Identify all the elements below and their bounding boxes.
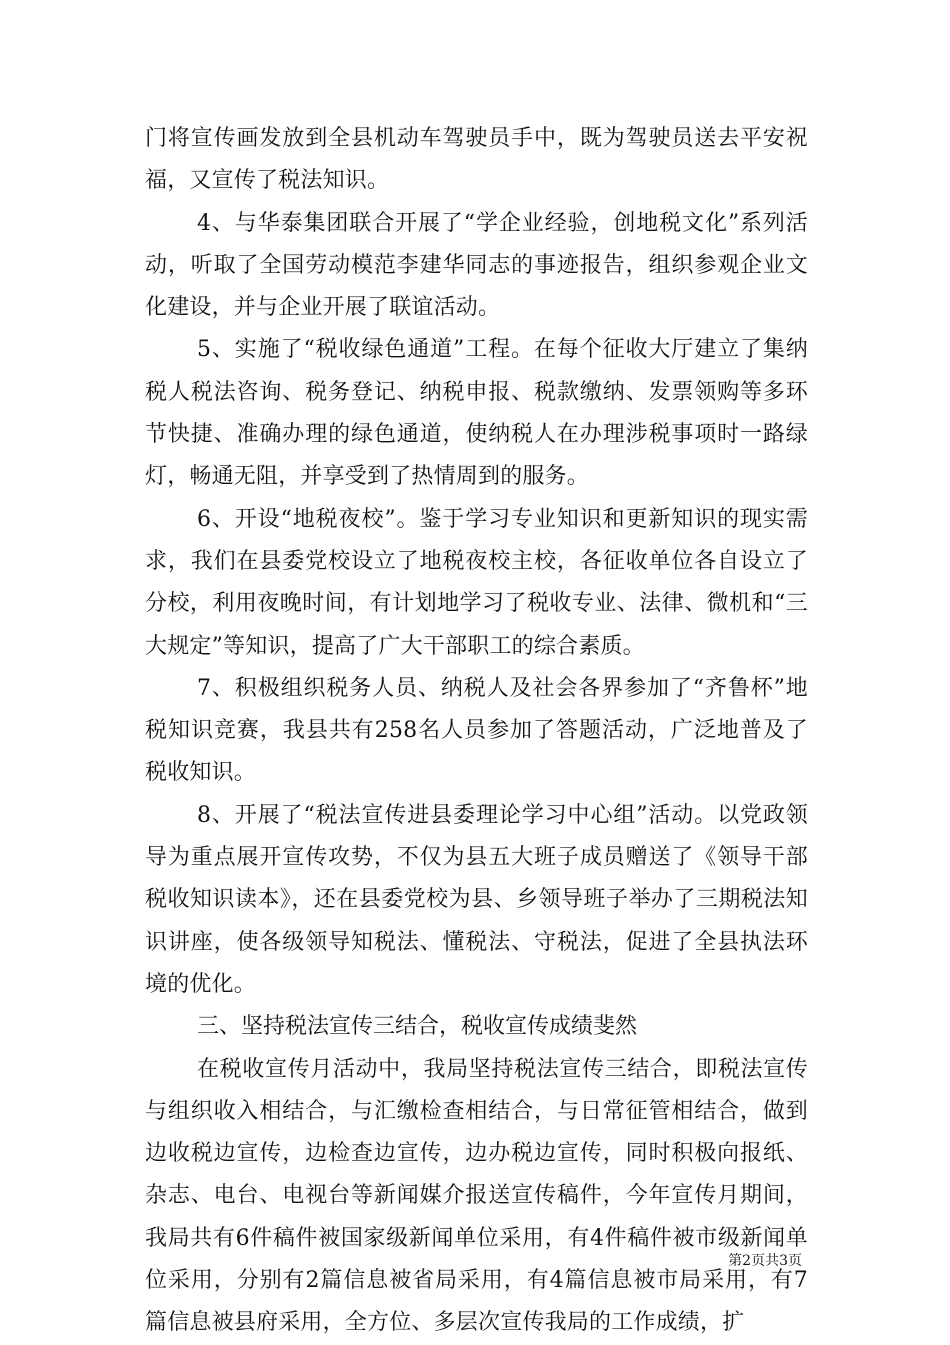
paragraph-continuation: 门将宣传画发放到全县机动车驾驶员手中，既为驾驶员送去平安祝福，又宣传了税法知识。 bbox=[145, 126, 808, 194]
page-number-footer: 第2页共3页 bbox=[728, 1253, 802, 1269]
paragraph-item-5: 5、实施了“税收绿色通道”工程。在每个征收大厅建立了集纳税人税法咨询、税务登记、纳税申报、税款缴纳、发票领购等多环节快捷、准确办理的绿色通道，使纳税人在办理涉税事项时一路绿灯，畅通无阻，并享受到了热情周到的服务。 bbox=[145, 337, 808, 490]
paragraph-item-6: 6、开设“地税夜校”。鉴于学习专业知识和更新知识的现实需求，我们在县委党校设立了地税夜校主校，各征收单位各自设立了分校，利用夜晚时间，有计划地学习了税收专业、法律、微机和“三大规定”等知识，提高了广大干部职工的综合素质。 bbox=[145, 506, 808, 659]
paragraph-closing: 在税收宣传月活动中，我局坚持税法宣传三结合，即税法宣传与组织收入相结合，与汇缴检查相结合，与日常征管相结合，做到边收税边宣传，边检查边宣传，边办税边宣传，同时积极向报纸、杂志、电台、电视台等新闻媒介报送宣传稿件，今年宣传月期间，我局共有6件稿件被国家级新闻单位采用，有4件稿件被市级新闻单位采用，分别有2篇信息被省局采用，有4篇信息被市局采用，有7篇信息被县府采用，全方位、多层次宣传我局的工作成绩，扩 bbox=[145, 1056, 808, 1336]
paragraph-item-7: 7、积极组织税务人员、纳税人及社会各界参加了“齐鲁杯”地税知识竞赛，我县共有258名人员参加了答题活动，广泛地普及了税收知识。 bbox=[145, 675, 808, 786]
paragraph-item-4: 4、与华泰集团联合开展了“学企业经验，创地税文化”系列活动，听取了全国劳动模范李建华同志的事迹报告，组织参观企业文化建设，并与企业开展了联谊活动。 bbox=[145, 210, 808, 321]
section-heading: 三、坚持税法宣传三结合，税收宣传成绩斐然 bbox=[197, 1014, 638, 1040]
document-body bbox=[145, 118, 808, 1345]
paragraph-item-8: 8、开展了“税法宣传进县委理论学习中心组”活动。以党政领导为重点展开宣传攻势，不仅为县五大班子成员赠送了《领导干部税收知识读本》，还在县委党校为县、乡领导班子举办了三期税法知识讲座，使各级领导知税法、懂税法、守税法，促进了全县执法环境的优化。 bbox=[145, 802, 808, 997]
